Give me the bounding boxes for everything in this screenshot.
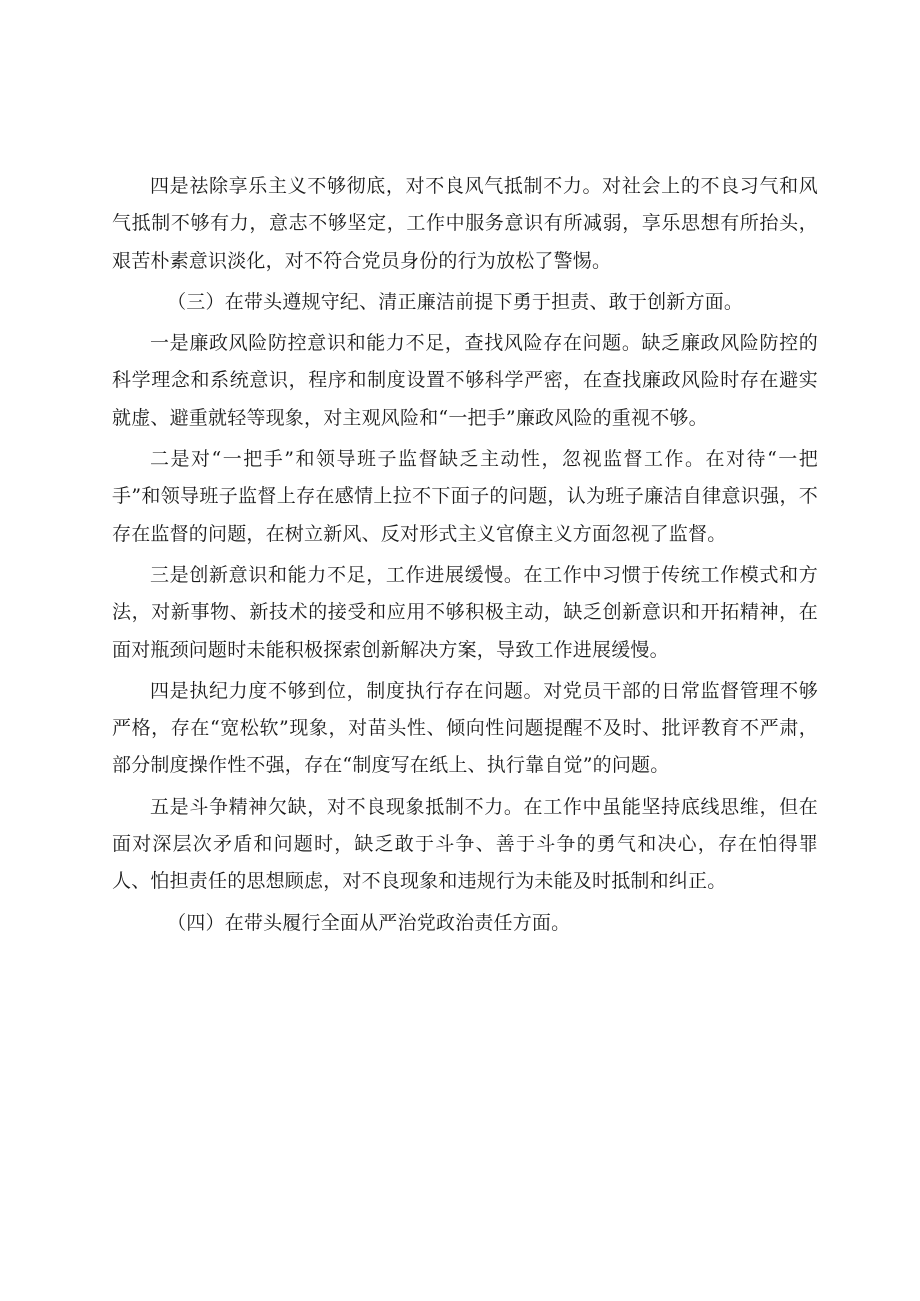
paragraph-item-4-hedonism: 四是祛除享乐主义不够彻底，对不良风气抵制不力。对社会上的不良习气和风气抵制不够有力，意志不够坚定，工作中服务意识有所减弱，享乐思想有所抬头，艰苦朴素意识淡化，对不符合党员身份的行为放松了警惕。 (112, 175, 818, 272)
document-body (112, 168, 818, 942)
paragraph-item-1-risk-control: 一是廉政风险防控意识和能力不足，查找风险存在问题。缺乏廉政风险防控的科学理念和系统意识，程序和制度设置不够科学严密，在查找廉政风险时存在避实就虚、避重就轻等现象，对主观风险和“一把手”廉政风险的重视不够。 (112, 332, 818, 429)
paragraph-item-3-innovation: 三是创新意识和能力不足，工作进展缓慢。在工作中习惯于传统工作模式和方法，对新事物、新技术的接受和应用不够积极主动，缺乏创新意识和开拓精神，在面对瓶颈问题时未能积极探索创新解决方案，导致工作进展缓慢。 (112, 563, 818, 661)
section-heading-4: （四）在带头履行全面从严治党政治责任方面。 (167, 911, 571, 934)
paragraph-item-2-supervision: 二是对“一把手”和领导班子监督缺乏主动性，忽视监督工作。在对待“一把手”和领导班子监督上存在感情上拉不下面子的问题，认为班子廉洁自律意识强，不存在监督的问题，在树立新风、反对形式主义官僚主义方面忽视了监督。 (112, 448, 818, 545)
paragraph-item-4-discipline: 四是执纪力度不够到位，制度执行存在问题。对党员干部的日常监督管理不够严格，存在“宽松软”现象，对苗头性、倾向性问题提醒不及时、批评教育不严肃，部分制度操作性不强，存在“制度写在纸上、执行靠自觉”的问题。 (112, 679, 818, 777)
section-heading-3: （三）在带头遵规守纪、清正廉洁前提下勇于担责、敢于创新方面。 (167, 290, 744, 313)
paragraph-item-5-struggle: 五是斗争精神欠缺，对不良现象抵制不力。在工作中虽能坚持底线思维，但在面对深层次矛盾和问题时，缺乏敢于斗争、善于斗争的勇气和决心，存在怕得罪人、怕担责任的思想顾虑，对不良现象和违规行为未能及时抵制和纠正。 (112, 795, 818, 893)
